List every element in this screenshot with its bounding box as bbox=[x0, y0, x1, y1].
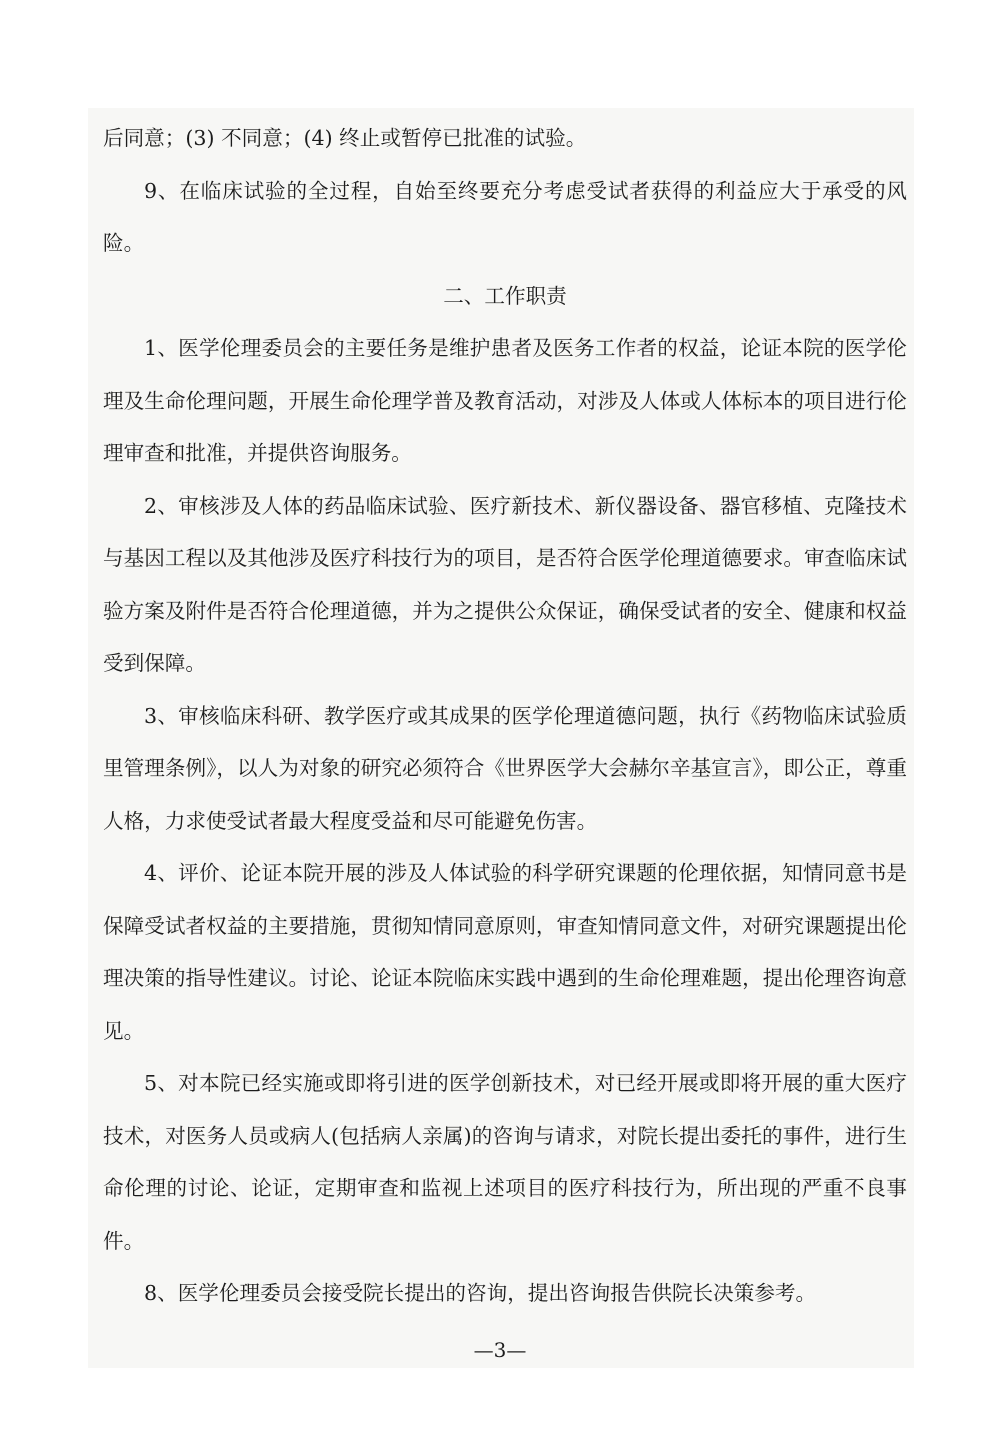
duty-item-5: 5、对本院已经实施或即将引进的医学创新技术，对已经开展或即将开展的重大医疗技术，对医务人员或病人(包括病人亲属)的咨询与请求，对院长提出委托的事件，进行生命伦理的讨论、论证，定期审查和监视上述项目的医疗科技行为，所出现的严重不良事件。 bbox=[103, 1071, 907, 1253]
duty-item-1: 1、医学伦理委员会的主要任务是维护患者及医务工作者的权益，论证本院的医学伦理及生命伦理问题，开展生命伦理学普及教育活动，对涉及人体或人体标本的项目进行伦理审查和批准，并提供咨询服务。 bbox=[103, 336, 907, 465]
section-heading: 二、工作职责 bbox=[443, 283, 567, 308]
paragraph-item-9: 9、在临床试验的全过程，自始至终要充分考虑受试者获得的利益应大于承受的风险。 bbox=[103, 178, 907, 255]
duty-item-3: 3、审核临床科研、教学医疗或其成果的医学伦理道德问题，执行《药物临床试验质里管理条例》，以人为对象的研究必须符合《世界医学大会赫尔辛基宣言》，即公正，尊重人格，力求使受试者最大程度受益和尽可能避免伤害。 bbox=[103, 703, 907, 833]
duty-item-4: 4、评价、论证本院开展的涉及人体试验的科学研究课题的伦理依据，知情同意书是保障受试者权益的主要措施，贯彻知情同意原则，审查知情同意文件，对研究课题提出伦理决策的指导性建议。讨论、论证本院临床实践中遇到的生命伦理难题，提出伦理咨询意见。 bbox=[103, 861, 907, 1043]
paragraph-continuation: 后同意；(3) 不同意；(4) 终止或暂停已批准的试验。 bbox=[103, 126, 587, 150]
document-body bbox=[103, 112, 907, 1320]
duty-item-2: 2、审核涉及人体的药品临床试验、医疗新技术、新仪器设备、器官移植、克隆技术与基因工程以及其他涉及医疗科技行为的项目，是否符合医学伦理道德要求。审查临床试验方案及附件是否符合伦理道德，并为之提供公众保证，确保受试者的安全、健康和权益受到保障。 bbox=[103, 493, 907, 675]
page-number: —3— bbox=[473, 1338, 527, 1362]
duty-item-8: 8、医学伦理委员会接受院长提出的咨询，提出咨询报告供院长决策参考。 bbox=[144, 1281, 817, 1305]
